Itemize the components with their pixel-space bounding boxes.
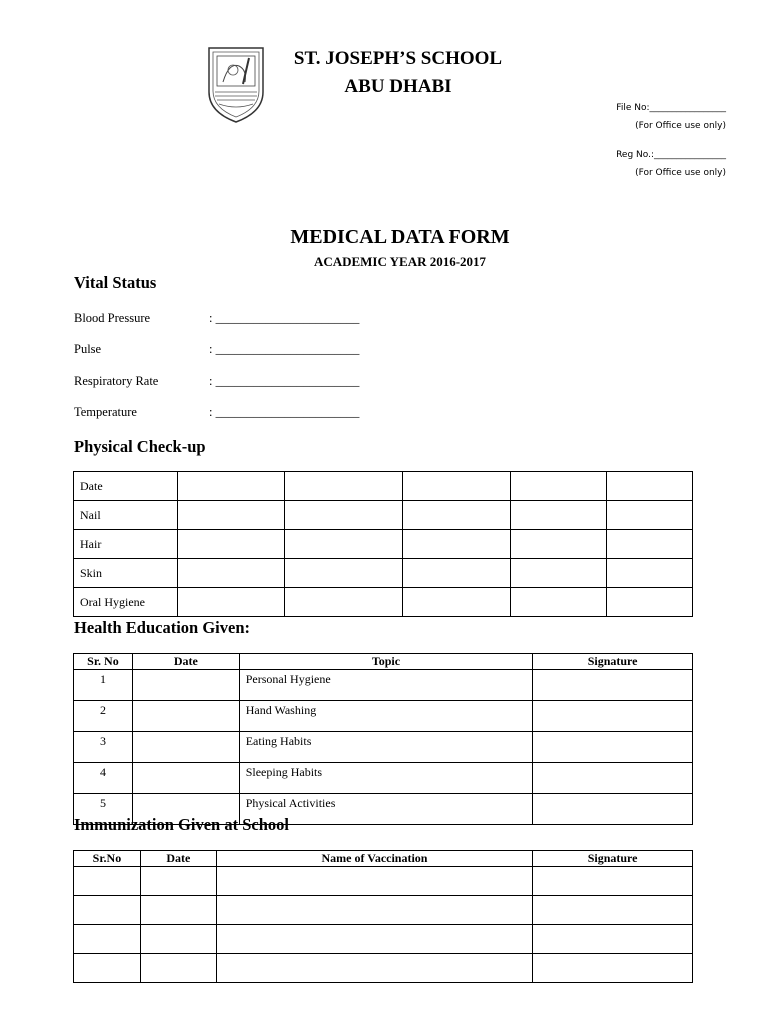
signature-cell[interactable] [533,794,693,825]
serial-number: 1 [74,670,133,701]
table-cell[interactable] [177,530,284,559]
table-row [74,530,693,559]
table-cell[interactable] [403,472,511,501]
column-header: Sr. No [74,654,133,670]
school-name: ST. JOSEPH’S SCHOOL [293,48,503,69]
table-cell[interactable] [511,559,607,588]
table-cell[interactable] [177,588,284,617]
vital-blank[interactable]: : _______________________ [209,311,360,325]
table-row [74,954,693,983]
academic-year: ACADEMIC YEAR 2016-2017 [313,254,487,269]
topic-cell: Personal Hygiene [239,670,532,701]
form-title: MEDICAL DATA FORM [290,226,510,248]
table-cell[interactable] [140,867,216,896]
vital-label: Blood Pressure [74,311,151,325]
row-label: Date [74,472,178,501]
table-cell[interactable] [607,588,693,617]
column-header: Sr.No [74,851,141,867]
signature-cell[interactable] [533,701,693,732]
vital-label: Temperature [74,405,137,419]
school-city: ABU DHABI [344,76,452,97]
table-cell[interactable] [74,925,141,954]
table-cell[interactable] [607,530,693,559]
table-cell[interactable] [511,472,607,501]
signature-cell[interactable] [533,763,693,794]
physical-checkup-heading: Physical Check-up [74,437,206,456]
table-cell[interactable] [533,954,693,983]
column-header: Signature [533,851,693,867]
table-cell[interactable] [284,588,403,617]
immunization-heading: Immunization Given at School [74,815,289,834]
table-cell[interactable] [607,501,693,530]
column-header: Name of Vaccination [216,851,532,867]
reg-number-field: Reg No.:________________ [616,150,726,160]
table-cell[interactable] [284,530,403,559]
table-cell[interactable] [533,867,693,896]
table-cell[interactable] [403,588,511,617]
table-cell[interactable] [216,954,532,983]
topic-cell: Sleeping Habits [239,763,532,794]
date-cell[interactable] [132,670,239,701]
table-cell[interactable] [403,530,511,559]
column-header: Signature [533,654,693,670]
table-cell[interactable] [177,501,284,530]
reg-number-note: (For Office use only) [635,168,726,178]
table-cell[interactable] [140,925,216,954]
table-row [74,559,693,588]
row-label: Nail [74,501,178,530]
vital-status-heading: Vital Status [74,273,157,292]
table-cell[interactable] [284,501,403,530]
table-row [74,701,693,732]
topic-cell: Hand Washing [239,701,532,732]
date-cell[interactable] [132,732,239,763]
table-cell[interactable] [284,472,403,501]
table-row [74,763,693,794]
health-education-table [73,653,693,825]
topic-cell: Physical Activities [239,794,532,825]
table-cell[interactable] [403,559,511,588]
table-row [74,670,693,701]
vital-blank[interactable]: : _______________________ [209,374,360,388]
topic-cell: Eating Habits [239,732,532,763]
serial-number: 2 [74,701,133,732]
table-cell[interactable] [140,896,216,925]
table-cell[interactable] [511,530,607,559]
table-row [74,732,693,763]
table-cell[interactable] [74,867,141,896]
row-label: Skin [74,559,178,588]
vital-blank[interactable]: : _______________________ [209,405,360,419]
table-cell[interactable] [284,559,403,588]
table-cell[interactable] [511,588,607,617]
table-cell[interactable] [403,501,511,530]
table-row [74,896,693,925]
signature-cell[interactable] [533,670,693,701]
table-row [74,925,693,954]
table-header-row [74,851,693,867]
table-cell[interactable] [74,896,141,925]
table-cell[interactable] [216,896,532,925]
file-number-field: File No:_________________ [616,103,726,113]
date-cell[interactable] [132,763,239,794]
table-cell[interactable] [511,501,607,530]
serial-number: 4 [74,763,133,794]
table-row [74,867,693,896]
row-label: Hair [74,530,178,559]
table-cell[interactable] [74,954,141,983]
column-header: Date [132,654,239,670]
date-cell[interactable] [132,701,239,732]
column-header: Date [140,851,216,867]
table-cell[interactable] [533,896,693,925]
serial-number: 5 [74,794,133,825]
table-row [74,588,693,617]
vital-blank[interactable]: : _______________________ [209,342,360,356]
physical-checkup-table [73,471,693,617]
file-number-note: (For Office use only) [635,121,726,131]
vital-label: Respiratory Rate [74,374,159,388]
table-cell[interactable] [607,472,693,501]
table-row [74,501,693,530]
serial-number: 3 [74,732,133,763]
immunization-table [73,850,693,983]
table-cell[interactable] [177,559,284,588]
table-row [74,472,693,501]
table-cell[interactable] [140,954,216,983]
column-header: Topic [239,654,532,670]
table-cell[interactable] [607,559,693,588]
table-cell[interactable] [216,867,532,896]
table-header-row [74,654,693,670]
table-cell[interactable] [216,925,532,954]
table-cell[interactable] [533,925,693,954]
table-cell[interactable] [177,472,284,501]
health-education-heading: Health Education Given: [74,618,251,637]
vital-label: Pulse [74,342,102,356]
signature-cell[interactable] [533,732,693,763]
row-label: Oral Hygiene [74,588,178,617]
